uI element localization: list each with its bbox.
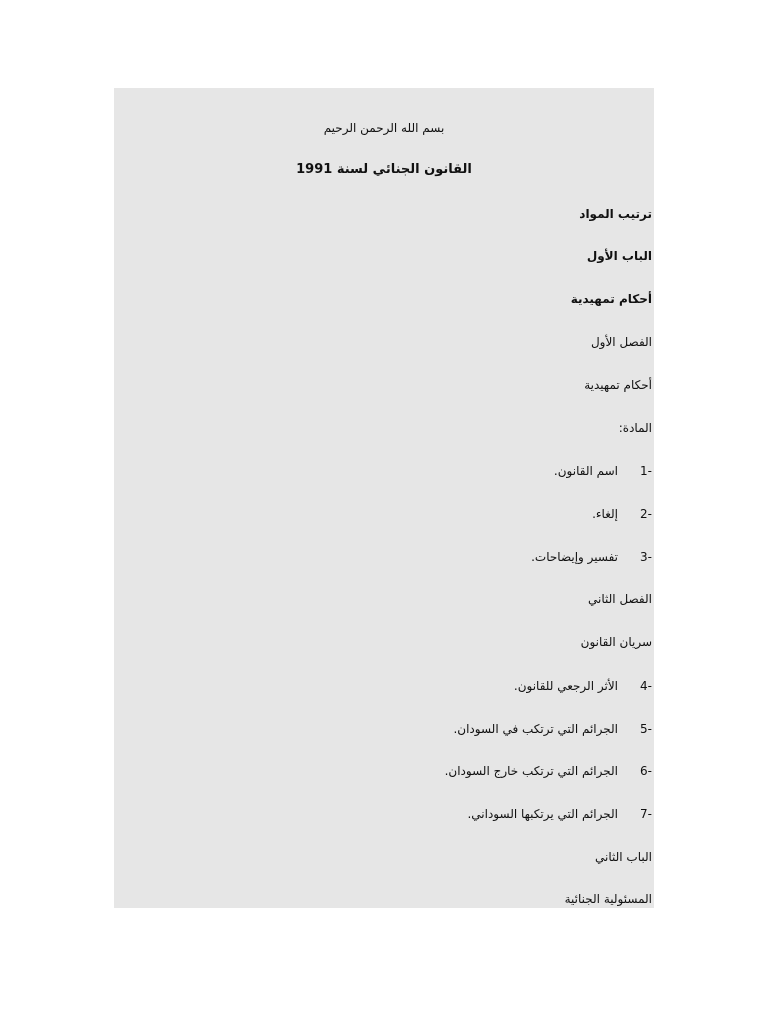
article-item-6 (445, 763, 652, 779)
document-page (114, 88, 654, 908)
basmala: بسم الله الرحمن الرحيم (323, 121, 445, 135)
part-two-title: المسئولية الجنائية (564, 892, 652, 906)
article-title: إلغاء. (592, 507, 618, 521)
article-number: -1 (640, 464, 652, 478)
article-item-5 (453, 721, 652, 737)
chapter-one-heading: الفصل الأول (590, 335, 652, 349)
article-number: -6 (640, 764, 652, 778)
article-item-4 (514, 678, 652, 694)
article-title: تفسير وإيضاحات. (531, 550, 618, 564)
part-two-heading: الباب الثاني (595, 850, 652, 864)
article-number: -3 (640, 550, 652, 564)
document-title: القانون الجنائي لسنة 1991 (296, 162, 472, 177)
chapter-two-title: سريان القانون (580, 635, 652, 649)
article-title: الأثر الرجعي للقانون. (513, 679, 618, 693)
article-item-1 (554, 463, 652, 479)
article-title: الجرائم التي ترتكب خارج السودان. (444, 764, 618, 778)
chapter-two-heading: الفصل الثاني (588, 592, 652, 606)
article-label: المادة: (618, 421, 652, 435)
contents-heading: ترتيب المواد (579, 207, 652, 221)
article-number: -4 (640, 679, 652, 693)
article-number: -2 (640, 507, 652, 521)
article-title: الجرائم التي يرتكبها السوداني. (467, 807, 618, 821)
article-number: -5 (640, 722, 652, 736)
article-title: الجرائم التي ترتكب في السودان. (453, 722, 618, 736)
article-item-7 (467, 806, 652, 822)
chapter-one-title: أحكام تمهيدية (584, 378, 652, 392)
article-title: اسم القانون. (553, 464, 618, 478)
article-number: -7 (640, 807, 652, 821)
part-one-heading: الباب الأول (586, 249, 652, 263)
article-item-3 (531, 549, 652, 565)
part-one-title: أحكام تمهيدية (570, 292, 652, 306)
article-item-2 (592, 506, 652, 522)
